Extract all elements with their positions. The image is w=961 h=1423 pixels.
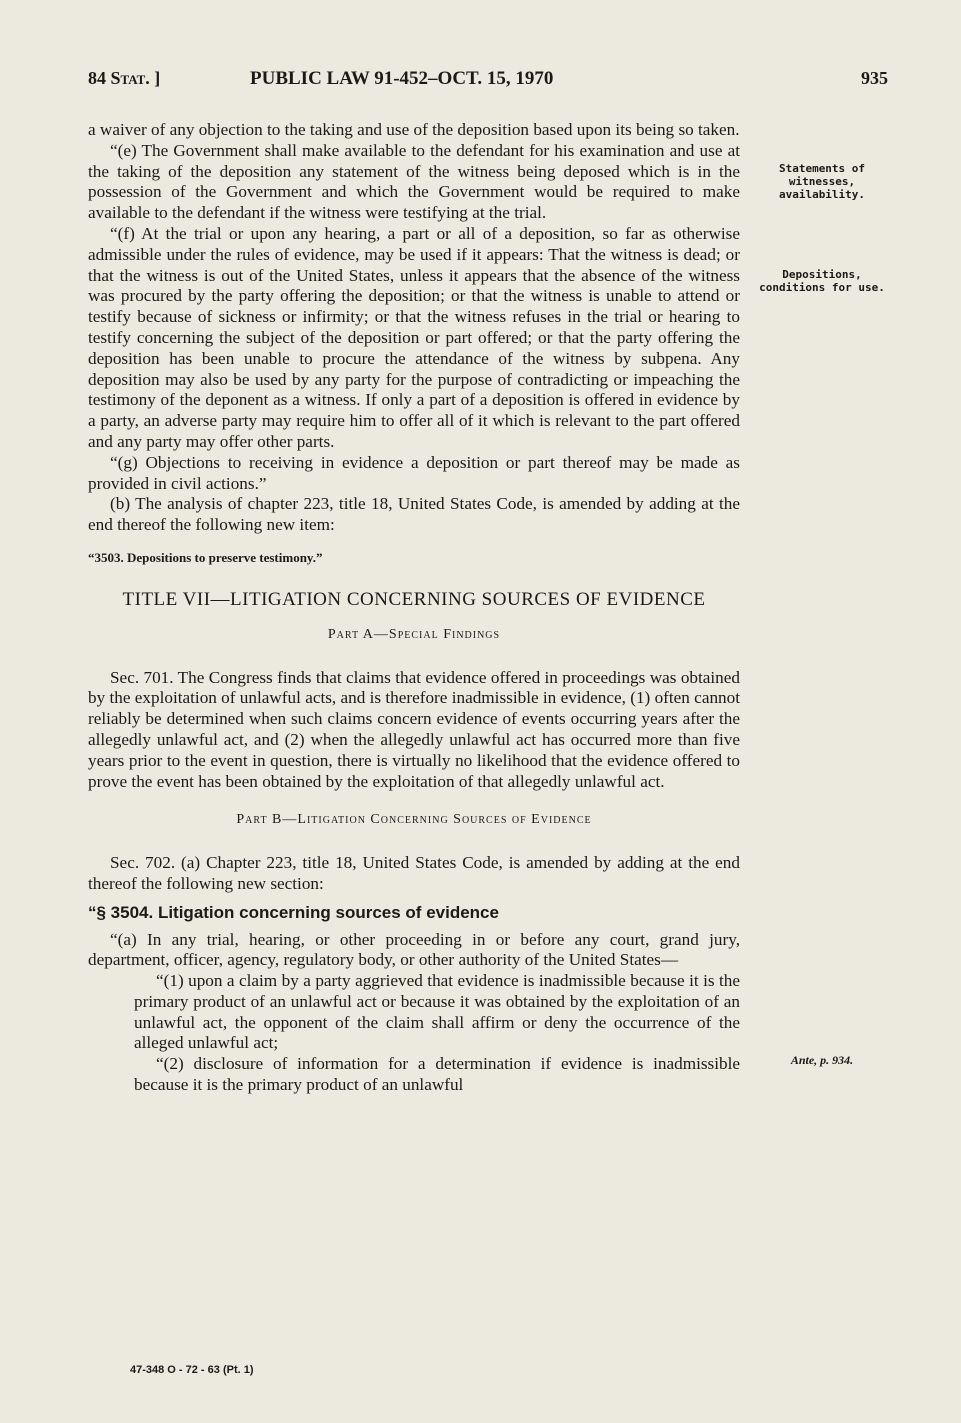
- print-code-footer: 47-348 O - 72 - 63 (Pt. 1): [130, 1364, 254, 1376]
- section-3504-a-2: “(2) disclosure of information for a determination if evidence is inadmissible because it is the primary product of an unlawful: [134, 1054, 740, 1095]
- paragraph-e: “(e) The Government shall make available to the defendant for his examination and use at the taking of the deposition any statement of the witness being deposed which is in the possession of the Government and which the Government would be required to make available to the defendant if the witness were testifying at the trial.: [88, 140, 740, 223]
- section-702: Sec. 702. (a) Chapter 223, title 18, United States Code, is amended by adding at the end thereof the following new section:: [88, 853, 740, 893]
- section-3504-a: “(a) In any trial, hearing, or other proceeding in or before any court, grand jury, department, officer, agency, regulatory body, or other authority of the United States—: [88, 929, 740, 970]
- page-number: 935: [861, 68, 888, 88]
- paragraph-waiver: a waiver of any objection to the taking and use of the deposition based upon its being so taken.: [88, 120, 740, 139]
- new-item-entry: “3503. Depositions to preserve testimony.”: [88, 549, 323, 565]
- margin-note-depositions: Depositions, conditions for use.: [759, 268, 885, 294]
- main-text: [88, 120, 740, 1096]
- part-b-heading: Part B—Litigation Concerning Sources of Evidence: [236, 812, 592, 828]
- paragraph-f: “(f) At the trial or upon any hearing, a part or all of a deposition, so far as otherwise admissible under the rules of evidence, may be used if it appears: That the witness is dead; or that the witness is out of the United States, unless it appears that the absence of the witness was procured by the party offering the deposition; or that the witness is unable to attend or testify because of sickness or infirmity; or that the witness refuses in the trial or hearing to testify concerning the subject of the deposition or part offered; or that the party offering the deposition has been unable to procure the attendance of the witness by subpena. Any deposition may also be used by any party for the purpose of contradicting or impeaching the testimony of the deponent as a witness. If only a part of a deposition is offered in evidence by a party, an adverse party may require him to offer all of it which is relevant to the part offered and any party may offer other parts.: [88, 223, 740, 451]
- section-3504-a-1: “(1) upon a claim by a party aggrieved that evidence is inadmissible because it is the primary product of an unlawful act or because it was obtained by the exploitation of an unlawful act, the opponent of the claim shall affirm or deny the occurrence of the alleged unlawful act;: [134, 971, 740, 1053]
- paragraph-g: “(g) Objections to receiving in evidence a deposition or part thereof may be made as provided in civil actions.”: [88, 452, 740, 493]
- page-header: [88, 68, 888, 94]
- section-3504-heading: “§ 3504. Litigation concerning sources of evidence: [88, 902, 499, 922]
- margin-note-ante: Ante, p. 934.: [790, 1053, 854, 1067]
- title-vii-heading: TITLE VII—LITIGATION CONCERNING SOURCES OF EVIDENCE: [122, 588, 706, 610]
- part-a-heading: Part A—Special Findings: [327, 626, 501, 642]
- margin-note-statements: Statements of witnesses, availability.: [778, 162, 866, 201]
- paragraph-b: (b) The analysis of chapter 223, title 18, United States Code, is amended by adding at the end thereof the following new item:: [88, 494, 740, 535]
- statute-volume: 84 Stat. ]: [88, 68, 161, 88]
- section-701: Sec. 701. The Congress finds that claims that evidence offered in proceedings was obtained by the exploitation of unlawful acts, and is therefore inadmissible in evidence, (1) often cannot reliably be determined when such claims concern evidence of events occurring years after the allegedly unlawful act, and (2) when the allegedly unlawful act has occurred more than five years prior to the event in question, there is virtually no likelihood that the evidence offered to prove the event has been obtained by the exploitation of that allegedly unlawful act.: [88, 667, 740, 791]
- running-title: PUBLIC LAW 91-452–OCT. 15, 1970: [250, 68, 554, 89]
